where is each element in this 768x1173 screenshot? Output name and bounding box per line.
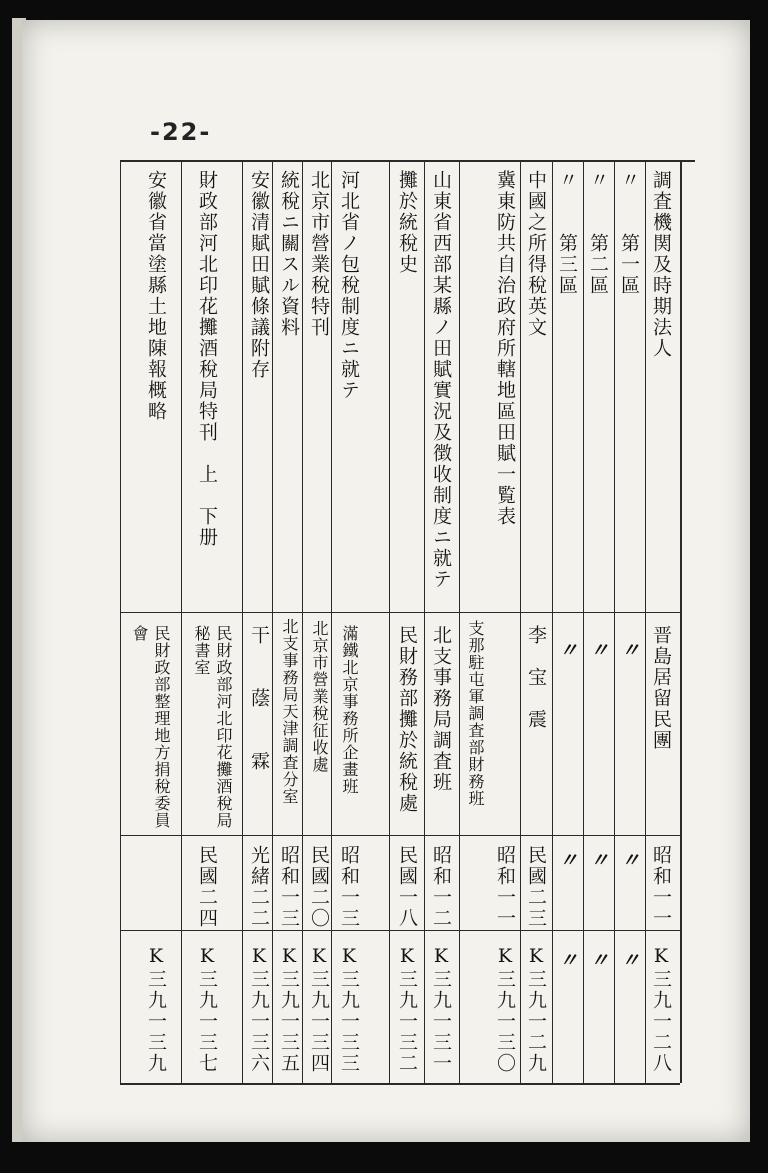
row-org: 〃: [618, 640, 640, 661]
row-title: 中國之所得稅英文: [525, 170, 547, 338]
col-line-6: [459, 162, 460, 1083]
col-line-10: [302, 162, 303, 1083]
header-org: 晋島居留民團: [650, 625, 672, 751]
row-org: 〃: [556, 640, 578, 661]
row-org: 北支事務局天津調査分室: [280, 618, 299, 805]
row-title: 〃 第一區: [618, 170, 640, 296]
col-line-8: [389, 162, 390, 1083]
row-title: 財政部河北印花攤酒稅局特刊 上 下册: [196, 170, 218, 548]
col-line-1: [645, 162, 646, 1083]
row-code: K三九一三七: [196, 945, 218, 1074]
row-date: 昭和一一: [494, 845, 516, 929]
row-code: K三九一三〇: [494, 945, 516, 1074]
row-title: 安徽省當塗縣土地陳報概略: [145, 170, 167, 422]
row-org: 滿鐵北京事務所企畫班: [340, 625, 359, 795]
row-divider-2: [120, 835, 680, 836]
header-code: K三九一二八: [650, 945, 672, 1074]
row-code: K三九一三二: [396, 945, 418, 1074]
row-org: 北京市營業稅征收處: [310, 620, 329, 773]
col-line-5: [520, 162, 521, 1083]
document-page: [22, 20, 750, 1142]
row-code: 〃: [587, 950, 609, 971]
row-code: 〃: [618, 950, 640, 971]
row-org: 民財務部攤於統稅處: [396, 625, 418, 814]
row-date: 〃: [618, 850, 640, 871]
col-line-7: [424, 162, 425, 1083]
row-code: K三九一三五: [278, 945, 300, 1074]
row-org: 北支事務局調査班: [430, 625, 452, 793]
row-code: K三九一三四: [308, 945, 330, 1074]
col-line-12: [242, 162, 243, 1083]
row-date: 民國二三: [525, 845, 547, 929]
table-bottom-rule: [120, 1083, 680, 1085]
row-title: 〃 第二區: [587, 170, 609, 296]
row-code: K三九一三三: [338, 945, 360, 1074]
row-org: 支那駐屯軍調査部財務班: [466, 620, 485, 807]
col-line-11: [272, 162, 273, 1083]
table-top-rule: [120, 160, 695, 162]
col-line-0: [680, 162, 682, 1083]
row-date: 昭和一三: [278, 845, 300, 929]
row-title: 攤於統稅史: [396, 170, 418, 275]
row-org: 干 蔭 霖: [248, 625, 270, 772]
row-divider-1: [120, 612, 680, 613]
header-title: 調査機関及時期法人: [650, 170, 672, 359]
row-date: 昭和一二: [430, 845, 452, 929]
row-title: 山東省西部某縣ノ田賦實況及徴收制度ニ就テ: [430, 170, 452, 590]
row-date: 昭和一三: [338, 845, 360, 929]
col-line-14: [120, 162, 121, 1083]
row-title: 統稅ニ關スル資料: [278, 170, 300, 338]
page-number: -22-: [150, 118, 212, 146]
row-code: K三九一三一: [430, 945, 452, 1074]
row-code: K三九一三六: [248, 945, 270, 1074]
col-line-4: [552, 162, 553, 1083]
row-date: 民國二四: [196, 845, 218, 929]
row-date: 民國二〇: [308, 845, 330, 929]
row-code: 〃: [556, 950, 578, 971]
row-title: 〃 第三區: [556, 170, 578, 296]
col-line-13: [181, 162, 182, 1083]
row-date: 〃: [587, 850, 609, 871]
row-divider-3: [120, 930, 680, 931]
row-title: 北京市營業稅特刊: [308, 170, 330, 338]
row-date: 光緒二二: [248, 845, 270, 929]
row-code: K三九一三九: [145, 945, 167, 1074]
row-org: 〃: [587, 640, 609, 661]
row-date: 〃: [556, 850, 578, 871]
header-date: 昭和一一: [650, 845, 672, 929]
col-line-3: [583, 162, 584, 1083]
row-org: 民財政部河北印花攤酒稅局秘書室: [192, 625, 233, 829]
col-line-2: [614, 162, 615, 1083]
row-title: 冀東防共自治政府所轄地區田賦一覧表: [494, 170, 516, 527]
col-line-9: [331, 162, 332, 1083]
row-code: K三九一二九: [525, 945, 547, 1074]
row-title: 安徽清賦田賦條議附存: [248, 170, 270, 380]
row-org: 李 宝 震: [525, 625, 547, 730]
row-title: 河北省ノ包稅制度ニ就テ: [338, 170, 360, 401]
row-org: 民財政部整理地方捐稅委員會: [130, 625, 171, 829]
row-date: 民國一八: [396, 845, 418, 929]
